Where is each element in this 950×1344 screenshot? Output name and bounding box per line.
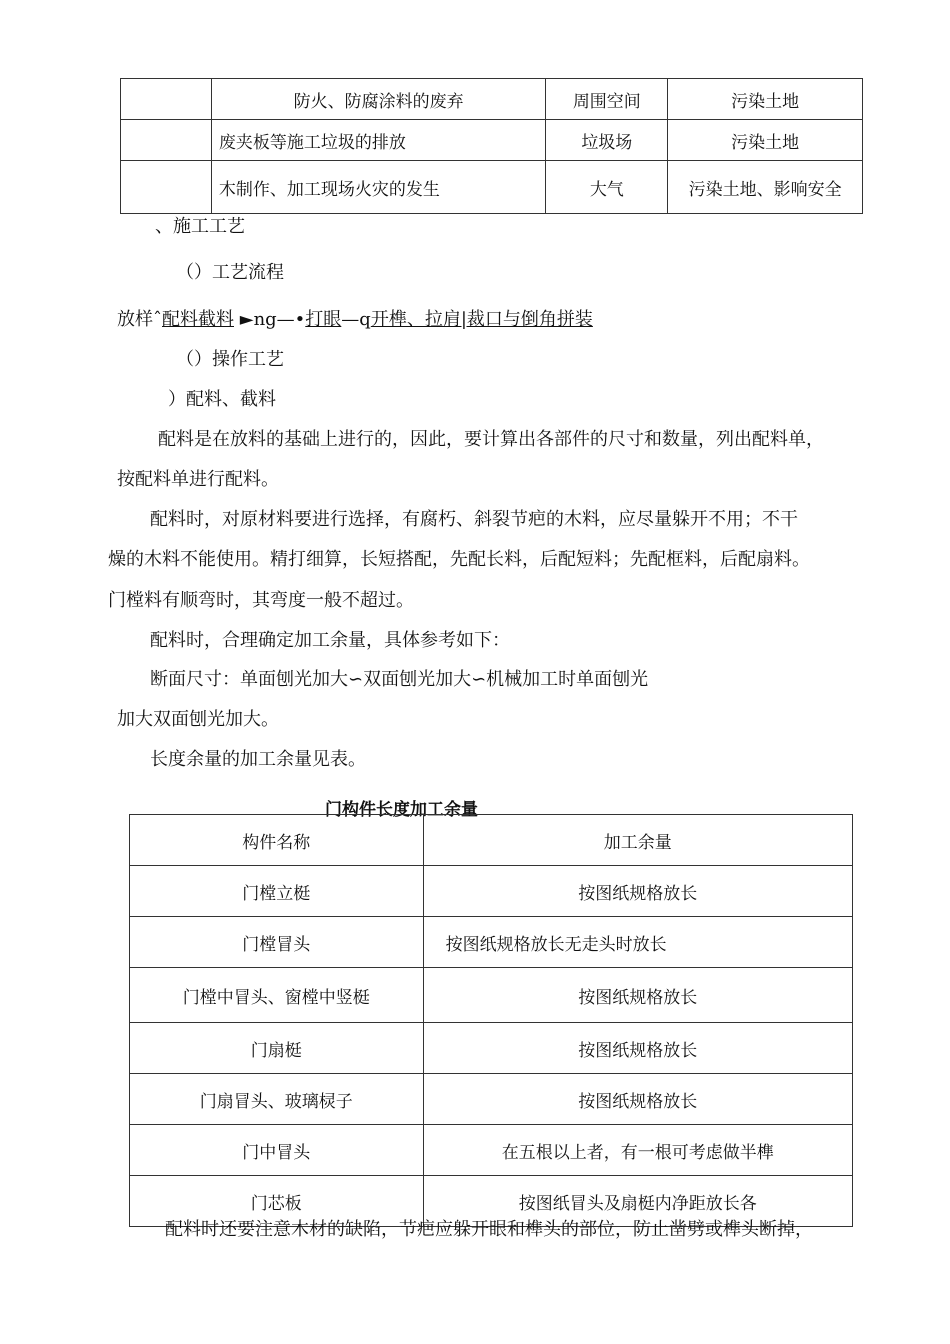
table-cell: 门扇冒头、玻璃棂子 bbox=[130, 1074, 424, 1125]
table-cell: 污染土地、影响安全 bbox=[668, 161, 863, 214]
table-cell: 门樘冒头 bbox=[130, 917, 424, 968]
column-header: 加工余量 bbox=[423, 815, 852, 866]
table-cell: 周围空间 bbox=[546, 79, 668, 120]
paragraph-line: 加大双面刨光加大。 bbox=[117, 709, 279, 730]
paragraph-line: 断面尺寸：单面刨光加大∽双面刨光加大∽机械加工时单面刨光 bbox=[150, 669, 649, 690]
table-row bbox=[130, 917, 853, 968]
table-cell bbox=[121, 161, 212, 214]
table-cell: 废夹板等施工垃圾的排放 bbox=[211, 120, 546, 161]
paragraph-line: 门樘料有顺弯时，其弯度一般不超过。 bbox=[108, 590, 414, 611]
table-cell: 垃圾场 bbox=[546, 120, 668, 161]
table-row bbox=[130, 1074, 853, 1125]
table-cell: 大气 bbox=[546, 161, 668, 214]
table-row bbox=[130, 968, 853, 1023]
table-header-row bbox=[130, 815, 853, 866]
flow-prefix: 放样ˆ bbox=[117, 309, 162, 330]
paragraph-line: 配料时，合理确定加工余量，具体参考如下： bbox=[150, 630, 510, 651]
flow-step-assembly: 开榫、拉肩|裁口与倒角拼装 bbox=[370, 309, 593, 330]
table-cell: 按图纸规格放长 bbox=[423, 1023, 852, 1074]
environment-table bbox=[120, 78, 863, 214]
table-cell: 门中冒头 bbox=[130, 1125, 424, 1176]
process-flow bbox=[117, 309, 593, 331]
column-header: 构件名称 bbox=[130, 815, 424, 866]
table-cell: 门樘中冒头、窗樘中竖梃 bbox=[130, 968, 424, 1023]
table-row bbox=[130, 1125, 853, 1176]
table-cell: 按图纸规格放长 bbox=[423, 968, 852, 1023]
paragraph-line: 配料时还要注意木材的缺陷，节疤应躲开眼和榫头的部位，防止凿劈或榫头断掉， bbox=[165, 1219, 813, 1240]
table-cell: 防火、防腐涂料的废弃 bbox=[211, 79, 546, 120]
table-cell: 按图纸规格放长 bbox=[423, 1074, 852, 1125]
paragraph-line: 长度余量的加工余量见表。 bbox=[150, 749, 366, 770]
table-row bbox=[121, 161, 863, 214]
allowance-table bbox=[129, 814, 853, 1227]
table-cell: 门芯板 bbox=[130, 1176, 424, 1227]
paragraph-line: 配料是在放料的基础上进行的，因此，要计算出各部件的尺寸和数量，列出配料单， bbox=[158, 429, 824, 450]
table-cell: 污染土地 bbox=[668, 120, 863, 161]
table-cell: 按图纸规格放长 bbox=[423, 866, 852, 917]
table-cell: 按图纸冒头及扇梃内净距放长各 bbox=[423, 1176, 852, 1227]
table-cell bbox=[121, 79, 212, 120]
subsection-title-operation: （）操作工艺 bbox=[176, 349, 284, 370]
table-cell: 门樘立梃 bbox=[130, 866, 424, 917]
table-row bbox=[130, 1023, 853, 1074]
subsection-title-process: （）工艺流程 bbox=[176, 262, 284, 283]
flow-arrow: —q bbox=[341, 309, 371, 330]
table-caption: 门构件长度加工余量 bbox=[325, 800, 478, 820]
table-cell: 在五根以上者，有一根可考虑做半榫 bbox=[423, 1125, 852, 1176]
table-row bbox=[121, 79, 863, 120]
flow-step-drilling: 打眼 bbox=[305, 309, 342, 330]
paragraph-line: 按配料单进行配料。 bbox=[117, 469, 279, 490]
table-cell: 门扇梃 bbox=[130, 1023, 424, 1074]
table-cell: 按图纸规格放长无走头时放长 bbox=[423, 917, 852, 968]
table-cell bbox=[121, 120, 212, 161]
table-row bbox=[130, 866, 853, 917]
table-cell: 污染土地 bbox=[668, 79, 863, 120]
flow-step-cutting: 配料截料 bbox=[162, 309, 234, 330]
table-row bbox=[121, 120, 863, 161]
subsection-title-cutting: ）配料、截料 bbox=[168, 389, 276, 410]
flow-arrow: ►ng—• bbox=[234, 309, 306, 330]
section-title: 、施工工艺 bbox=[155, 216, 245, 237]
paragraph-line: 燥的木料不能使用。精打细算，长短搭配，先配长料，后配短料；先配框料，后配扇料。 bbox=[108, 549, 810, 570]
paragraph-line: 配料时，对原材料要进行选择，有腐朽、斜裂节疤的木料，应尽量躲开不用；不干 bbox=[150, 509, 798, 530]
table-cell: 木制作、加工现场火灾的发生 bbox=[211, 161, 546, 214]
